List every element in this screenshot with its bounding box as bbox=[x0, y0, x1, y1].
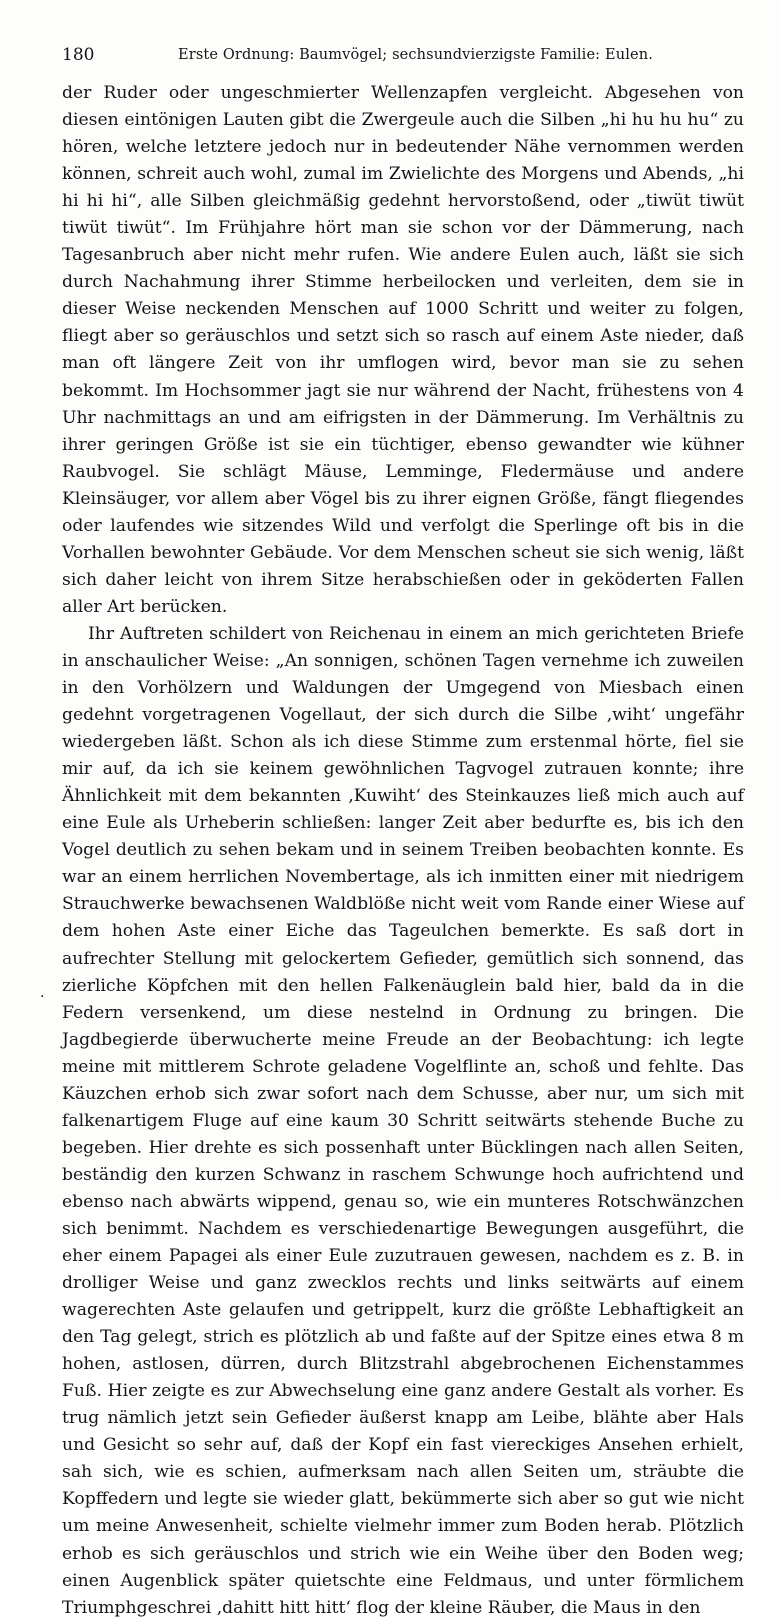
page-number: 180 bbox=[62, 45, 95, 65]
paragraph-2: Ihr Auftreten schildert von Reichenau in einem an mich gerichteten Briefe in anschaulicher Weise: „An sonnigen, schönen Tagen vernehme ich zuweilen in den Vorhölzern und Waldungen der Umgegend von Miesbach einen gedehnt vorgetragenen Vogellaut, der sich durch die Silbe ‚wiht‘ ungefähr wiedergeben läßt. Schon als ich diese Stimme zum erstenmal hörte, fiel sie mir auf, da ich sie keinem gewöhnlichen Tagvogel zutrauen konnte; ihre Ähnlichkeit mit dem bekannten ‚Kuwiht‘ des Steinkauzes ließ mich auch auf eine Eule als Urheberin schließen: langer Zeit aber bedurfte es, bis ich den Vogel deutlich zu sehen bekam und in seinem Treiben beobachten konnte. Es war an einem herrlichen Novembertage, als ich inmitten einer mit niedrigem Strauchwerke bewachsenen Waldblöße nicht weit vom Rande einer Wiese auf dem hohen Aste einer Eiche das Tageulchen bemerkte. Es saß dort in aufrechter Stellung mit gelockertem Gefieder, gemütlich sich sonnend, das zierliche Köpfchen mit den hellen Falkenäuglein bald hier, bald da in die Federn versenkend, um diese nestelnd in Ordnung zu bringen. Die Jagdbegierde überwucherte meine Freude an der Beobachtung: ich legte meine mit mittlerem Schrote geladene Vogelflinte an, schoß und fehlte. Das Käuzchen erhob sich zwar sofort nach dem Schusse, aber nur, um sich mit falkenartigem Fluge auf eine kaum 30 Schritt seitwärts stehende Buche zu begeben. Hier drehte es sich possenhaft unter Bücklingen nach allen Seiten, beständig den kurzen Schwanz in raschem Schwunge hoch aufrichtend und ebenso nach abwärts wippend, genau so, wie ein munteres Rotschwänzchen sich benimmt. Nachdem es verschiedenartige Bewegungen ausgeführt, die eher einem Papagei als einer Eule zuzutrauen gewesen, nachdem es z. B. in drolliger Weise und ganz zwecklos rechts und links seitwärts auf einem wagerechten Aste gelaufen und getrippelt, kurz die größte Lebhaftigkeit an den Tag gelegt, strich es plötzlich ab und faßte auf der Spitze eines etwa 8 m hohen, astlosen, dürren, durch Blitzstrahl abgebrochenen Eichenstammes Fuß. Hier zeigte es zur Abwechselung eine ganz andere Gestalt als vorher. Es trug nämlich jetzt sein Gefieder äußerst knapp am Leibe, blähte aber Hals und Gesicht so sehr auf, daß der Kopf ein fast viereckiges Ansehen erhielt, sah sich, wie es schien, aufmerksam nach allen Seiten um, sträubte die Kopffedern und legte sie wieder glatt, bekümmerte sich aber so gut wie nicht um meine Anwesenheit, schielte vielmehr immer zum Boden herab. Plötzlich erhob es sich geräuschlos und strich wie ein Weihe über den Boden weg; einen Augenblick später quietschte eine Feldmaus, und unter förmlichem Triumphgeschrei ‚dahitt hitt hitt‘ flog der kleine Räuber, die Maus in den bbox=[62, 623, 744, 1618]
body-text bbox=[62, 80, 744, 1622]
paragraph-1: der Ruder oder ungeschmierter Wellenzapfen vergleicht. Abgesehen von diesen eintönigen Lauten gibt die Zwergeule auch die Silben „hi hu hu hu“ zu hören, welche letztere jedoch nur in bedeutender Nähe vernommen werden können, schreit auch wohl, zumal im Zwielichte des Morgens und Abends, „hi hi hi hi“, alle Silben gleichmäßig gedehnt hervorstoßend, oder „tiwüt tiwüt tiwüt tiwüt“. Im Frühjahre hört man sie schon vor der Dämmerung, nach Tagesanbruch aber nicht mehr rufen. Wie andere Eulen auch, läßt sie sich durch Nachahmung ihrer Stimme herbeilocken und verleiten, dem sie in dieser Weise neckenden Menschen auf 1000 Schritt und weiter zu folgen, fliegt aber so geräuschlos und setzt sich so rasch auf einem Aste nieder, daß man oft längere Zeit von ihr umflogen wird, bevor man sie zu sehen bekommt. Im Hochsommer jagt sie nur während der Nacht, frühestens von 4 Uhr nachmittags an und am eifrigsten in der Dämmerung. Im Verhältnis zu ihrer geringen Größe ist sie ein tüchtiger, ebenso gewandter wie kühner Raubvogel. Sie schlägt Mäuse, Lemminge, Fledermäuse und andere Kleinsäuger, vor allem aber Vögel bis zu ihrer eignen Größe, fängt fliegendes oder laufendes wie sitzendes Wild und verfolgt die Sperlinge oft bis in die Vorhallen bewohnter Gebäude. Vor dem Menschen scheut sie sich wenig, läßt sich daher leicht von ihrem Sitze herabschießen oder in geköderten Fallen aller Art berücken. bbox=[62, 83, 744, 617]
running-head: Erste Ordnung: Baumvögel; sechsundvierzigste Familie: Eulen. bbox=[178, 47, 653, 63]
margin-dot: · bbox=[40, 989, 45, 1005]
page-header bbox=[62, 42, 744, 68]
